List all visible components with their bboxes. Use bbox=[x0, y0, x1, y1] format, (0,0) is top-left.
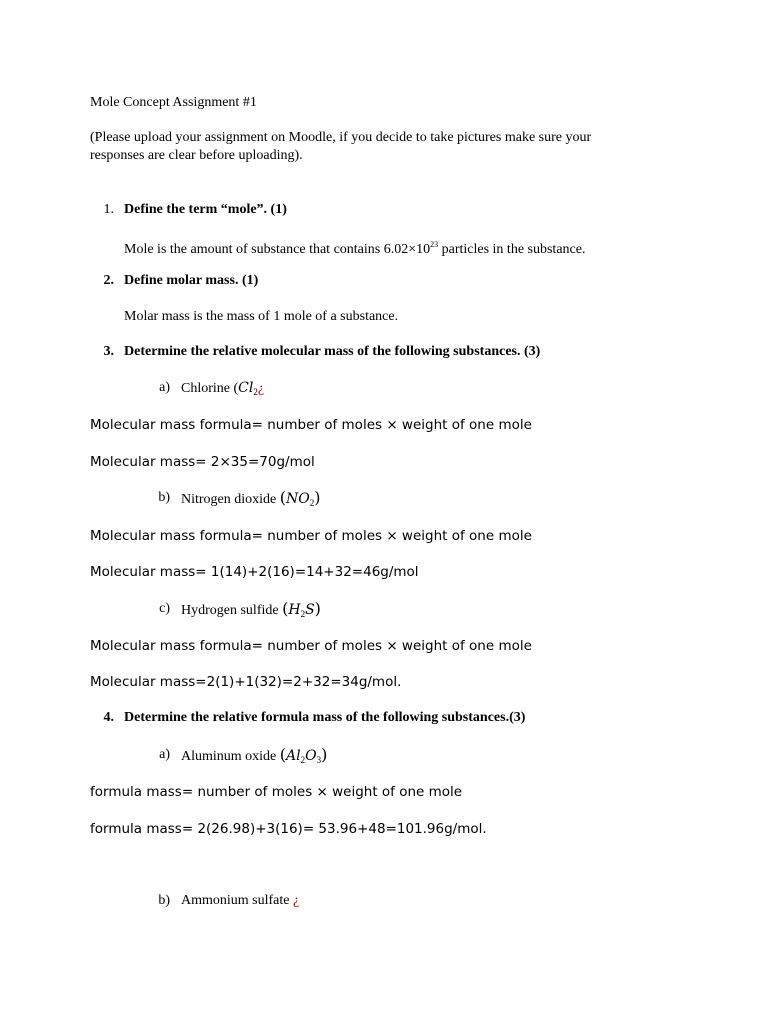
substance-name: Aluminum oxide bbox=[181, 749, 277, 764]
chemical-symbol: O bbox=[305, 748, 317, 764]
mass-line-3b: Molecular mass= 1(14)+2(16)=14+32=46g/mol bbox=[90, 564, 419, 580]
mass-line-3c: Molecular mass=2(1)+1(32)=2+32=34g/mol. bbox=[90, 674, 402, 690]
exponent: 23 bbox=[430, 240, 439, 249]
formula-line-3b: Molecular mass formula= number of moles × weight of one mole bbox=[90, 528, 532, 544]
chemical-symbol: Cl bbox=[238, 380, 254, 396]
sub-label: a) bbox=[159, 747, 170, 762]
subscript: 3 bbox=[316, 755, 322, 765]
substance-name: Hydrogen sulfide bbox=[181, 603, 279, 618]
answer-text: Mole is the amount of substance that contains 6.02×10 bbox=[124, 242, 431, 257]
question-text: Determine the relative formula mass of the following substances.(3) bbox=[124, 710, 526, 725]
question-text: Determine the relative molecular mass of the following substances. (3) bbox=[124, 344, 541, 359]
formula-line-4a: formula mass= number of moles × weight of one mole bbox=[90, 784, 463, 800]
mass-line-4a: formula mass= 2(26.98)+3(16)= 53.96+48=101.96g/mol. bbox=[90, 821, 487, 837]
chemical-symbol: S bbox=[305, 602, 315, 618]
sub-label: a) bbox=[159, 380, 170, 395]
subscript: 2 bbox=[300, 755, 306, 765]
substance-name: Chlorine ( bbox=[181, 381, 239, 396]
formula-line-3a: Molecular mass formula= number of moles × weight of one mole bbox=[90, 417, 532, 433]
sub-label: b) bbox=[158, 893, 170, 908]
document-title: Mole Concept Assignment #1 bbox=[90, 95, 257, 110]
question-number: 2. bbox=[103, 273, 114, 288]
question-number: 4. bbox=[103, 710, 114, 725]
answer-text-end: particles in the substance. bbox=[438, 242, 586, 257]
open-paren: ( bbox=[279, 745, 287, 764]
intro-line-2: responses are clear before uploading). bbox=[90, 148, 303, 163]
question-number: 1. bbox=[103, 202, 114, 217]
subscript: 2 bbox=[300, 609, 306, 619]
answer-2: Molar mass is the mass of 1 mole of a substance. bbox=[124, 309, 399, 324]
close-paren: ) bbox=[314, 599, 321, 618]
open-paren: ( bbox=[282, 599, 289, 618]
chemical-symbol: Al bbox=[286, 748, 301, 764]
sub-label: b) bbox=[158, 490, 170, 505]
answer-1 bbox=[124, 236, 585, 259]
mass-line-3a: Molecular mass= 2×35=70g/mol bbox=[90, 454, 315, 470]
substance-name: Nitrogen dioxide bbox=[181, 492, 277, 507]
subscript: 2 bbox=[253, 387, 258, 397]
chemical-symbol: H bbox=[288, 602, 301, 618]
formula-line-3c: Molecular mass formula= number of moles × weight of one mole bbox=[90, 638, 532, 654]
sub-label: c) bbox=[159, 601, 170, 616]
chemical-symbol: NO bbox=[286, 491, 310, 507]
close-paren: ) bbox=[321, 745, 328, 764]
subscript: 2 bbox=[309, 498, 315, 508]
intro-line-1: (Please upload your assignment on Moodle, if you decide to take pictures make sure your bbox=[90, 130, 592, 145]
question-text: Define the term “mole”. (1) bbox=[124, 202, 287, 217]
close-paren: ) bbox=[314, 488, 321, 507]
question-number: 3. bbox=[103, 344, 114, 359]
open-paren: ( bbox=[279, 488, 287, 507]
substance-name: Ammonium sulfate bbox=[181, 893, 290, 908]
broken-character: ¿ bbox=[257, 381, 265, 396]
question-text: Define molar mass. (1) bbox=[124, 273, 259, 288]
broken-character: ¿ bbox=[293, 893, 300, 908]
